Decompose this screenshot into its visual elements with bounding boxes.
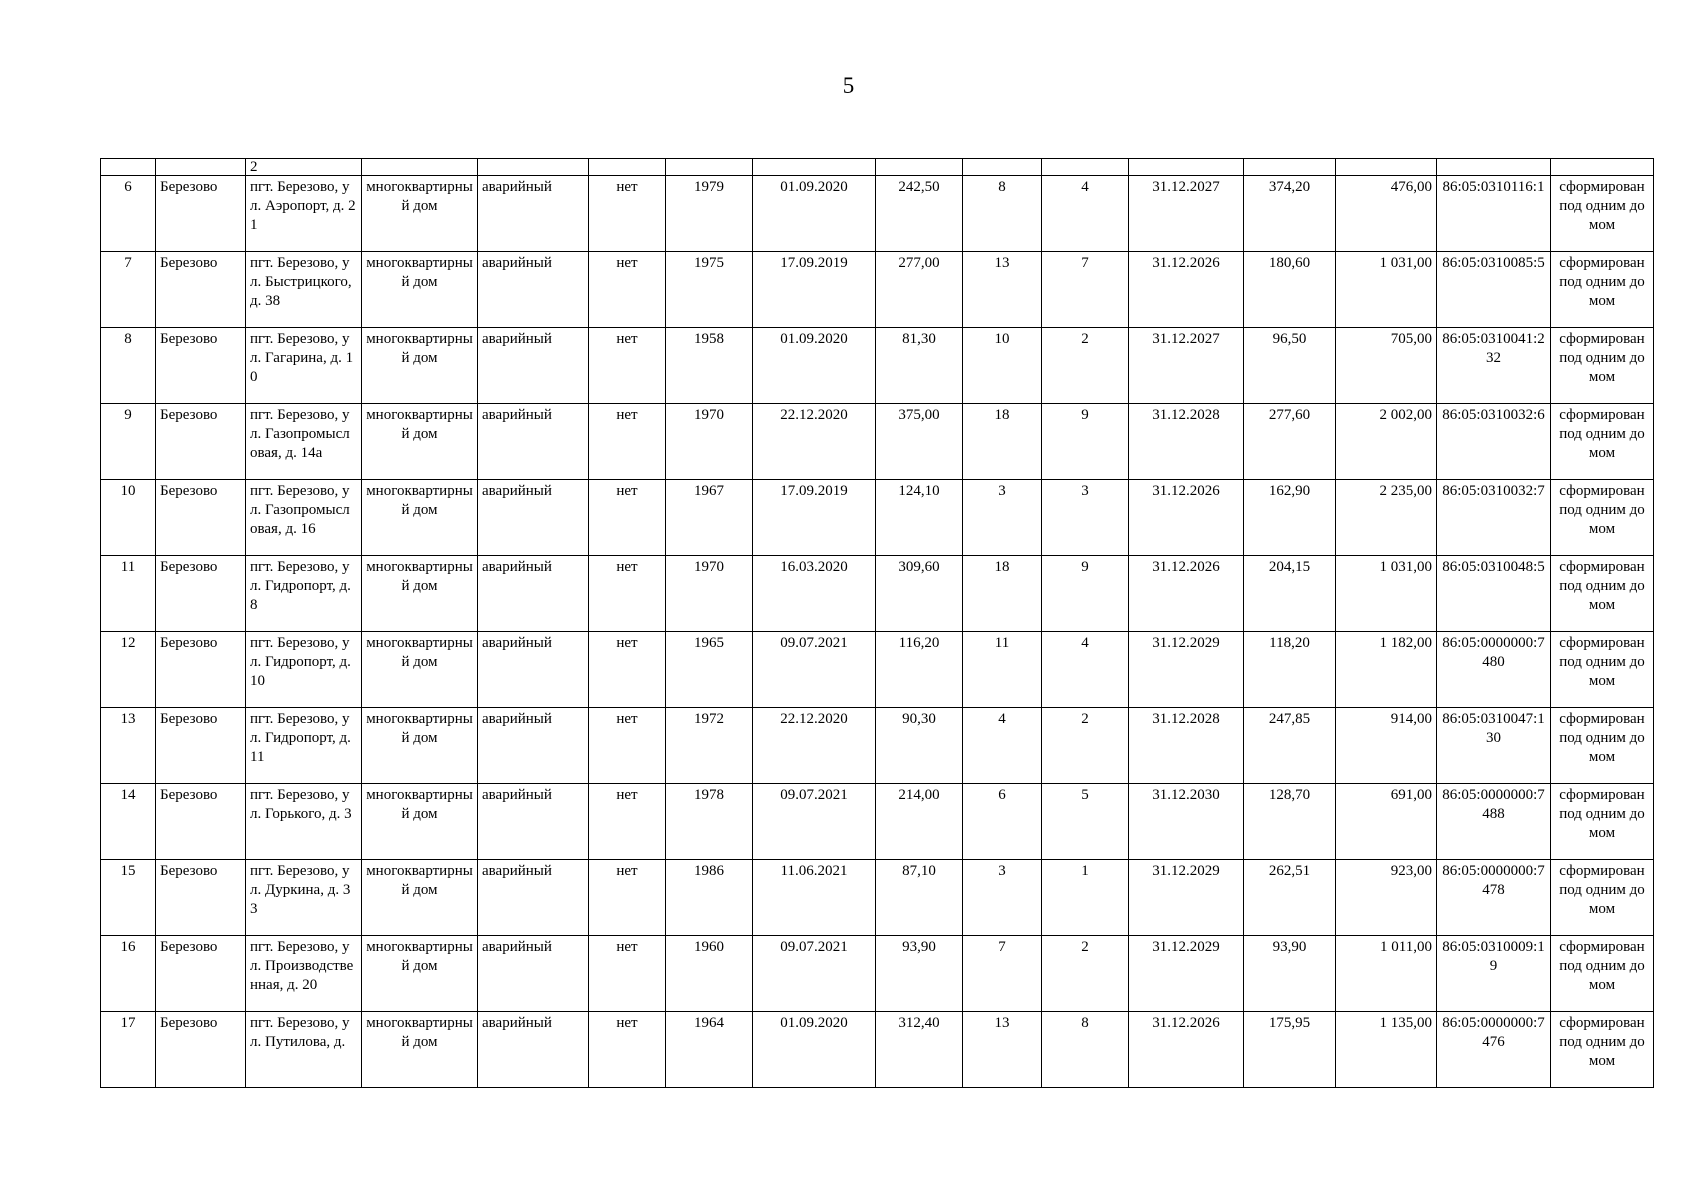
- cadastral-number-cell: 86:05:0310047:130: [1437, 708, 1551, 784]
- date-cell: 01.09.2020: [753, 176, 876, 252]
- note-cell: сформирован под одним домом: [1551, 404, 1654, 480]
- building-type-cell: многоквартирный дом: [362, 936, 478, 1012]
- date-cell: 22.12.2020: [753, 404, 876, 480]
- flag-cell: нет: [589, 328, 666, 404]
- table-cell: [1336, 159, 1437, 176]
- condition-cell: аварийный: [478, 860, 589, 936]
- row-number-cell: 16: [101, 936, 156, 1012]
- table-row: [101, 708, 1654, 784]
- row-number-cell: 13: [101, 708, 156, 784]
- year-cell: 1975: [666, 252, 753, 328]
- note-cell: сформирован под одним домом: [1551, 556, 1654, 632]
- table-row: [101, 860, 1654, 936]
- cadastral-number-cell: 86:05:0000000:7488: [1437, 784, 1551, 860]
- table-row: [101, 556, 1654, 632]
- rooms-cell: 2: [1042, 328, 1129, 404]
- land-area-cell: 374,20: [1244, 176, 1336, 252]
- settlement-cell: Березово: [156, 480, 246, 556]
- year-cell: 1986: [666, 860, 753, 936]
- deadline-cell: 31.12.2027: [1129, 176, 1244, 252]
- building-type-cell: многоквартирный дом: [362, 328, 478, 404]
- flag-cell: нет: [589, 1012, 666, 1088]
- address-cell: пгт. Березово, ул. Гидропорт, д. 11: [246, 708, 362, 784]
- table-row: [101, 176, 1654, 252]
- year-cell: 1978: [666, 784, 753, 860]
- cadastral-number-cell: 86:05:0310009:19: [1437, 936, 1551, 1012]
- address-cell: пгт. Березово, ул. Гидропорт, д. 10: [246, 632, 362, 708]
- date-cell: 17.09.2019: [753, 480, 876, 556]
- cadastral-number-cell: 86:05:0310048:5: [1437, 556, 1551, 632]
- area-cell: 214,00: [876, 784, 963, 860]
- area-cell: 81,30: [876, 328, 963, 404]
- land-area-cell: 180,60: [1244, 252, 1336, 328]
- condition-cell: аварийный: [478, 328, 589, 404]
- land-area-cell: 96,50: [1244, 328, 1336, 404]
- note-cell: сформирован под одним домом: [1551, 1012, 1654, 1088]
- area-cell: 93,90: [876, 936, 963, 1012]
- residents-cell: 4: [963, 708, 1042, 784]
- flag-cell: нет: [589, 632, 666, 708]
- cost-cell: 2 235,00: [1336, 480, 1437, 556]
- land-area-cell: 162,90: [1244, 480, 1336, 556]
- building-type-cell: многоквартирный дом: [362, 480, 478, 556]
- continuation-row: [101, 159, 1654, 176]
- row-number-cell: 11: [101, 556, 156, 632]
- settlement-cell: Березово: [156, 784, 246, 860]
- address-cell: пгт. Березово, ул. Гидропорт, д. 8: [246, 556, 362, 632]
- address-cell: 2: [246, 159, 362, 176]
- cadastral-number-cell: 86:05:0310032:7: [1437, 480, 1551, 556]
- row-number-cell: 7: [101, 252, 156, 328]
- deadline-cell: 31.12.2028: [1129, 404, 1244, 480]
- condition-cell: аварийный: [478, 1012, 589, 1088]
- cost-cell: 476,00: [1336, 176, 1437, 252]
- cost-cell: 1 135,00: [1336, 1012, 1437, 1088]
- address-cell: пгт. Березово, ул. Путилова, д.: [246, 1012, 362, 1088]
- deadline-cell: 31.12.2026: [1129, 252, 1244, 328]
- flag-cell: нет: [589, 860, 666, 936]
- rooms-cell: 9: [1042, 556, 1129, 632]
- cost-cell: 914,00: [1336, 708, 1437, 784]
- date-cell: 16.03.2020: [753, 556, 876, 632]
- date-cell: 01.09.2020: [753, 1012, 876, 1088]
- note-cell: сформирован под одним домом: [1551, 860, 1654, 936]
- table-cell: [589, 159, 666, 176]
- area-cell: 312,40: [876, 1012, 963, 1088]
- land-area-cell: 128,70: [1244, 784, 1336, 860]
- address-cell: пгт. Березово, ул. Гагарина, д. 10: [246, 328, 362, 404]
- area-cell: 116,20: [876, 632, 963, 708]
- table-cell: [1437, 159, 1551, 176]
- year-cell: 1972: [666, 708, 753, 784]
- flag-cell: нет: [589, 708, 666, 784]
- table-row: [101, 784, 1654, 860]
- address-cell: пгт. Березово, ул. Быстрицкого, д. 38: [246, 252, 362, 328]
- rooms-cell: 5: [1042, 784, 1129, 860]
- year-cell: 1960: [666, 936, 753, 1012]
- row-number-cell: 15: [101, 860, 156, 936]
- settlement-cell: Березово: [156, 708, 246, 784]
- row-number-cell: 10: [101, 480, 156, 556]
- cadastral-number-cell: 86:05:0310085:5: [1437, 252, 1551, 328]
- flag-cell: нет: [589, 404, 666, 480]
- note-cell: сформирован под одним домом: [1551, 708, 1654, 784]
- row-number-cell: 12: [101, 632, 156, 708]
- rooms-cell: 3: [1042, 480, 1129, 556]
- land-area-cell: 118,20: [1244, 632, 1336, 708]
- rooms-cell: 2: [1042, 936, 1129, 1012]
- table-cell: [362, 159, 478, 176]
- settlement-cell: Березово: [156, 860, 246, 936]
- flag-cell: нет: [589, 556, 666, 632]
- table-cell: [1129, 159, 1244, 176]
- condition-cell: аварийный: [478, 176, 589, 252]
- date-cell: 11.06.2021: [753, 860, 876, 936]
- row-number-cell: 17: [101, 1012, 156, 1088]
- condition-cell: аварийный: [478, 480, 589, 556]
- condition-cell: аварийный: [478, 632, 589, 708]
- deadline-cell: 31.12.2026: [1129, 480, 1244, 556]
- address-cell: пгт. Березово, ул. Газопромысловая, д. 14а: [246, 404, 362, 480]
- note-cell: сформирован под одним домом: [1551, 176, 1654, 252]
- building-type-cell: многоквартирный дом: [362, 1012, 478, 1088]
- row-number-cell: 14: [101, 784, 156, 860]
- year-cell: 1958: [666, 328, 753, 404]
- condition-cell: аварийный: [478, 404, 589, 480]
- settlement-cell: Березово: [156, 936, 246, 1012]
- flag-cell: нет: [589, 936, 666, 1012]
- deadline-cell: 31.12.2026: [1129, 556, 1244, 632]
- table-cell: [876, 159, 963, 176]
- building-type-cell: многоквартирный дом: [362, 784, 478, 860]
- table-row: [101, 252, 1654, 328]
- cost-cell: 923,00: [1336, 860, 1437, 936]
- building-type-cell: многоквартирный дом: [362, 708, 478, 784]
- building-type-cell: многоквартирный дом: [362, 556, 478, 632]
- cadastral-number-cell: 86:05:0000000:7476: [1437, 1012, 1551, 1088]
- settlement-cell: Березово: [156, 1012, 246, 1088]
- table-cell: [753, 159, 876, 176]
- year-cell: 1979: [666, 176, 753, 252]
- residents-cell: 18: [963, 404, 1042, 480]
- cost-cell: 705,00: [1336, 328, 1437, 404]
- condition-cell: аварийный: [478, 556, 589, 632]
- residents-cell: 13: [963, 1012, 1042, 1088]
- date-cell: 09.07.2021: [753, 632, 876, 708]
- cadastral-number-cell: 86:05:0310041:232: [1437, 328, 1551, 404]
- date-cell: 17.09.2019: [753, 252, 876, 328]
- deadline-cell: 31.12.2027: [1129, 328, 1244, 404]
- land-area-cell: 277,60: [1244, 404, 1336, 480]
- deadline-cell: 31.12.2029: [1129, 632, 1244, 708]
- row-number-cell: 9: [101, 404, 156, 480]
- rooms-cell: 9: [1042, 404, 1129, 480]
- condition-cell: аварийный: [478, 784, 589, 860]
- rooms-cell: 2: [1042, 708, 1129, 784]
- residents-cell: 3: [963, 480, 1042, 556]
- deadline-cell: 31.12.2028: [1129, 708, 1244, 784]
- page-number: 5: [842, 73, 855, 98]
- row-number-cell: 8: [101, 328, 156, 404]
- cost-cell: 691,00: [1336, 784, 1437, 860]
- table-row: [101, 1012, 1654, 1088]
- residents-cell: 10: [963, 328, 1042, 404]
- table-cell: [156, 159, 246, 176]
- area-cell: 375,00: [876, 404, 963, 480]
- year-cell: 1965: [666, 632, 753, 708]
- address-cell: пгт. Березово, ул. Производственная, д. 20: [246, 936, 362, 1012]
- date-cell: 09.07.2021: [753, 936, 876, 1012]
- deadline-cell: 31.12.2029: [1129, 860, 1244, 936]
- year-cell: 1970: [666, 404, 753, 480]
- year-cell: 1967: [666, 480, 753, 556]
- year-cell: 1964: [666, 1012, 753, 1088]
- date-cell: 01.09.2020: [753, 328, 876, 404]
- table-cell: [1551, 159, 1654, 176]
- housing-registry-table: [100, 158, 1654, 1088]
- land-area-cell: 262,51: [1244, 860, 1336, 936]
- condition-cell: аварийный: [478, 936, 589, 1012]
- residents-cell: 18: [963, 556, 1042, 632]
- address-cell: пгт. Березово, ул. Газопромысловая, д. 16: [246, 480, 362, 556]
- flag-cell: нет: [589, 176, 666, 252]
- rooms-cell: 8: [1042, 1012, 1129, 1088]
- building-type-cell: многоквартирный дом: [362, 632, 478, 708]
- table-cell: [478, 159, 589, 176]
- table-cell: [1244, 159, 1336, 176]
- table-row: [101, 328, 1654, 404]
- land-area-cell: 204,15: [1244, 556, 1336, 632]
- land-area-cell: 247,85: [1244, 708, 1336, 784]
- settlement-cell: Березово: [156, 404, 246, 480]
- table-row: [101, 404, 1654, 480]
- table-cell: [963, 159, 1042, 176]
- residents-cell: 3: [963, 860, 1042, 936]
- settlement-cell: Березово: [156, 252, 246, 328]
- table-cell: [1042, 159, 1129, 176]
- rooms-cell: 7: [1042, 252, 1129, 328]
- cadastral-number-cell: 86:05:0310032:6: [1437, 404, 1551, 480]
- rooms-cell: 4: [1042, 632, 1129, 708]
- settlement-cell: Березово: [156, 632, 246, 708]
- year-cell: 1970: [666, 556, 753, 632]
- cadastral-number-cell: 86:05:0000000:7478: [1437, 860, 1551, 936]
- date-cell: 09.07.2021: [753, 784, 876, 860]
- area-cell: 90,30: [876, 708, 963, 784]
- table-row: [101, 936, 1654, 1012]
- area-cell: 309,60: [876, 556, 963, 632]
- table-cell: [666, 159, 753, 176]
- residents-cell: 6: [963, 784, 1042, 860]
- address-cell: пгт. Березово, ул. Аэропорт, д. 21: [246, 176, 362, 252]
- row-number-cell: 6: [101, 176, 156, 252]
- deadline-cell: 31.12.2030: [1129, 784, 1244, 860]
- note-cell: сформирован под одним домом: [1551, 632, 1654, 708]
- flag-cell: нет: [589, 784, 666, 860]
- rooms-cell: 4: [1042, 176, 1129, 252]
- address-cell: пгт. Березово, ул. Горького, д. 3: [246, 784, 362, 860]
- table-row: [101, 632, 1654, 708]
- deadline-cell: 31.12.2026: [1129, 1012, 1244, 1088]
- table-row: [101, 480, 1654, 556]
- area-cell: 242,50: [876, 176, 963, 252]
- rooms-cell: 1: [1042, 860, 1129, 936]
- building-type-cell: многоквартирный дом: [362, 252, 478, 328]
- note-cell: сформирован под одним домом: [1551, 328, 1654, 404]
- settlement-cell: Березово: [156, 328, 246, 404]
- deadline-cell: 31.12.2029: [1129, 936, 1244, 1012]
- note-cell: сформирован под одним домом: [1551, 480, 1654, 556]
- area-cell: 124,10: [876, 480, 963, 556]
- note-cell: сформирован под одним домом: [1551, 936, 1654, 1012]
- condition-cell: аварийный: [478, 252, 589, 328]
- settlement-cell: Березово: [156, 176, 246, 252]
- cost-cell: 1 031,00: [1336, 252, 1437, 328]
- flag-cell: нет: [589, 252, 666, 328]
- land-area-cell: 93,90: [1244, 936, 1336, 1012]
- cost-cell: 2 002,00: [1336, 404, 1437, 480]
- flag-cell: нет: [589, 480, 666, 556]
- residents-cell: 13: [963, 252, 1042, 328]
- condition-cell: аварийный: [478, 708, 589, 784]
- date-cell: 22.12.2020: [753, 708, 876, 784]
- land-area-cell: 175,95: [1244, 1012, 1336, 1088]
- building-type-cell: многоквартирный дом: [362, 860, 478, 936]
- settlement-cell: Березово: [156, 556, 246, 632]
- table-cell: [101, 159, 156, 176]
- area-cell: 87,10: [876, 860, 963, 936]
- building-type-cell: многоквартирный дом: [362, 404, 478, 480]
- cost-cell: 1 031,00: [1336, 556, 1437, 632]
- cadastral-number-cell: 86:05:0000000:7480: [1437, 632, 1551, 708]
- address-cell: пгт. Березово, ул. Дуркина, д. 33: [246, 860, 362, 936]
- note-cell: сформирован под одним домом: [1551, 252, 1654, 328]
- cost-cell: 1 011,00: [1336, 936, 1437, 1012]
- note-cell: сформирован под одним домом: [1551, 784, 1654, 860]
- residents-cell: 8: [963, 176, 1042, 252]
- cost-cell: 1 182,00: [1336, 632, 1437, 708]
- residents-cell: 11: [963, 632, 1042, 708]
- residents-cell: 7: [963, 936, 1042, 1012]
- building-type-cell: многоквартирный дом: [362, 176, 478, 252]
- area-cell: 277,00: [876, 252, 963, 328]
- cadastral-number-cell: 86:05:0310116:1: [1437, 176, 1551, 252]
